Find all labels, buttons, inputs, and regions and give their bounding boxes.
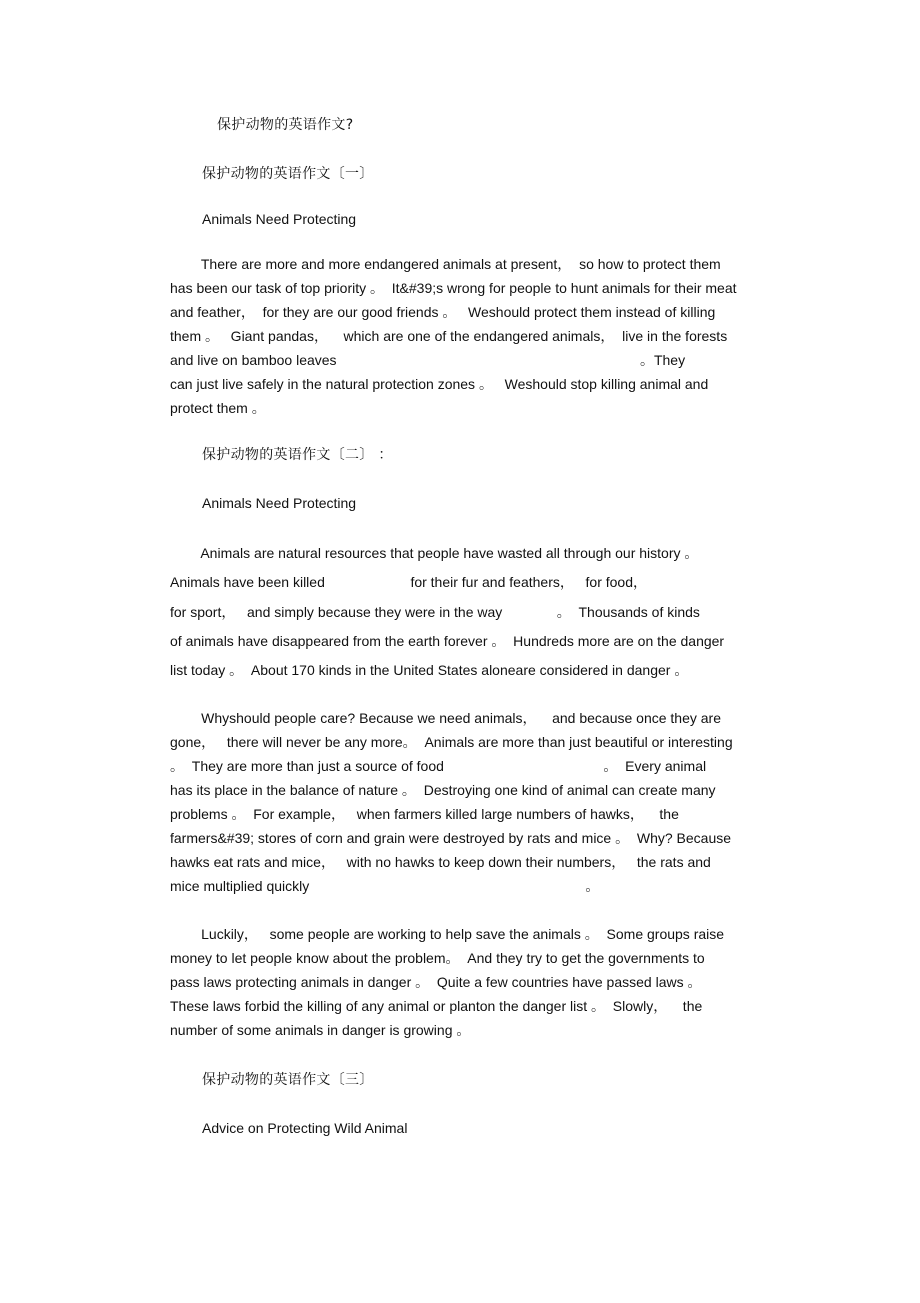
text-line: money to let people know about the problem。 And they try to get the governments to <box>170 950 705 966</box>
text-line: for sport， and simply because they were in the way 。 Thousands of kinds <box>170 603 700 620</box>
text-line: mice multiplied quickly 。 <box>170 878 600 894</box>
text-line: protect them 。 <box>170 400 266 416</box>
essay-2-paragraph-1 <box>170 539 760 685</box>
essay-3-heading: 保护动物的英语作文〔三〕 <box>202 1072 374 1088</box>
text-line: gone， there will never be any more。 Animals are more than just beautiful or interesting <box>170 734 733 750</box>
text-line: Whyshould people care? Because we need animals， and because once they are <box>170 710 721 726</box>
document-title: 保护动物的英语作文? <box>217 117 354 133</box>
text-line: Animals are natural resources that people have wasted all through our history 。 <box>170 545 699 561</box>
text-line: and live on bamboo leaves 。They <box>170 352 686 368</box>
text-line: of animals have disappeared from the earth forever 。 Hundreds more are on the danger <box>170 632 725 649</box>
essay-3-title: Advice on Protecting Wild Animal <box>202 1120 408 1136</box>
text-line: Luckily， some people are working to help save the animals 。 Some groups raise <box>170 926 725 942</box>
text-line: them 。 Giant pandas， which are one of the endangered animals， live in the forests <box>170 328 728 344</box>
text-line: problems 。 For example， when farmers killed large numbers of hawks， the <box>170 806 679 822</box>
text-line: number of some animals in danger is growing 。 <box>170 1022 471 1038</box>
text-line: list today 。 About 170 kinds in the United States aloneare considered in danger 。 <box>170 662 689 679</box>
text-line: has been our task of top priority 。 It&#39;s wrong for people to hunt animals for their meat <box>170 280 737 296</box>
text-line: has its place in the balance of nature 。 Destroying one kind of animal can create many <box>170 782 716 798</box>
text-line: Animals have been killed for their fur and feathers， for food， <box>170 574 647 591</box>
text-line: farmers&#39; stores of corn and grain were destroyed by rats and mice 。 Why? Because <box>170 830 732 846</box>
essay-1-title: Animals Need Protecting <box>202 211 357 227</box>
text-line: 。 They are more than just a source of food 。 Every animal <box>170 758 707 774</box>
essay-2-paragraph-3 <box>170 922 760 1042</box>
essay-1-paragraph <box>170 252 760 420</box>
text-line: These laws forbid the killing of any animal or planton the danger list 。 Slowly， the <box>170 998 703 1014</box>
text-line: can just live safely in the natural protection zones 。 Weshould stop killing animal and <box>170 376 709 392</box>
essay-1-heading: 保护动物的英语作文〔一〕 <box>202 166 374 182</box>
text-line: hawks eat rats and mice， with no hawks to keep down their numbers， the rats and <box>170 854 711 870</box>
text-line: and feather， for they are our good friends 。 Weshould protect them instead of killing <box>170 304 716 320</box>
text-line: pass laws protecting animals in danger 。 Quite a few countries have passed laws 。 <box>170 974 702 990</box>
essay-2-paragraph-2 <box>170 706 760 898</box>
text-line: There are more and more endangered animals at present， so how to protect them <box>170 256 721 272</box>
essay-2-title: Animals Need Protecting <box>202 495 357 511</box>
essay-2-heading: 保护动物的英语作文〔二〕 ： <box>202 447 393 463</box>
